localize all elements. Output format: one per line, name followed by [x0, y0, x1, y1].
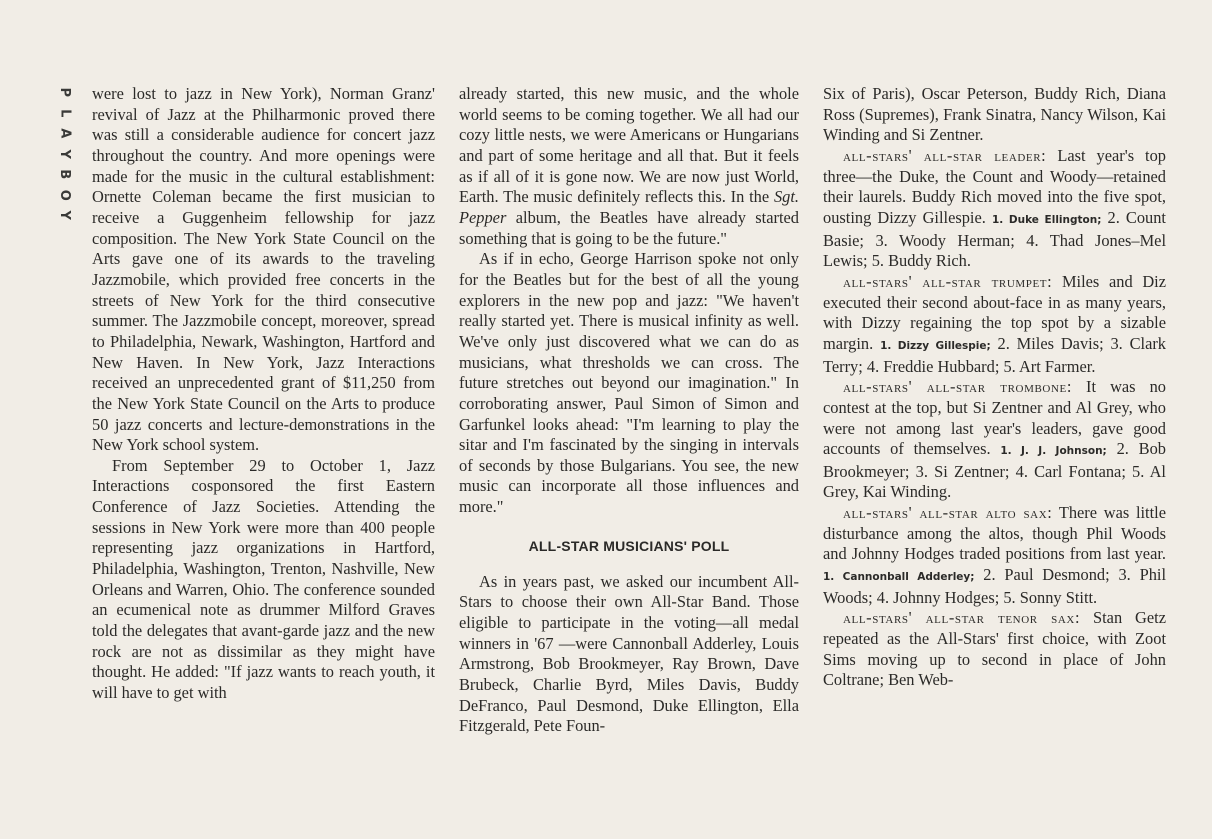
masthead-letter: A — [57, 128, 73, 139]
article-column-2 — [459, 84, 799, 737]
article-column-3 — [823, 84, 1166, 691]
text-run: Miles and Diz executed their second about-face in as many years, with Dizzy regaining the top spot by a sizable margin. — [823, 271, 1166, 353]
text-run: Stan Getz repeated as the All-Stars' first choice, with Zoot Sims moving up to second in place of John Coltrane; Ben Web- — [823, 608, 1166, 690]
article-column-1 — [92, 84, 435, 704]
paragraph: As in years past, we asked our incumbent All-Stars to choose their own All-Star Band. Those eligible to participate in the voting—all medal winners in '67 —were Cannonball Adderley, Louis Armstrong, Bob Brookmeyer, Ray Brown, Dave Brubeck, Charlie Byrd, Miles Davis, Buddy DeFranco, Paul Desmond, Duke Ellington, Ella Fitzgerald, Pete Foun- — [459, 571, 799, 736]
winner-name: 1. J. J. Johnson; — [1000, 445, 1107, 458]
category-label: all-stars' all-star leader: — [843, 145, 1047, 165]
text-run: 2. Miles Davis; 3. Clark Terry; 4. Freddie Hubbard; 5. Art Farmer. — [823, 333, 1166, 376]
trumpet-paragraph — [823, 272, 1166, 377]
alto-sax-paragraph — [823, 503, 1166, 608]
category-label: all-stars' all-star trumpet: — [843, 271, 1053, 291]
text-run: already started, this new music, and the whole world seems to be coming together. We all had our cozy little nests, we were Americans or Hungarians and part of some heritage and all that. But it feels as if all of it is gone now. We are now just World, Earth. The music definitely reflects this. In the — [459, 84, 799, 207]
text-run: 2. Count Basie; 3. Woody Herman; 4. Thad Jones–Mel Lewis; 5. Buddy Rich. — [823, 207, 1166, 271]
album-title: Sgt. Pepper — [459, 187, 799, 227]
text-run: 2. Bob Brookmeyer; 3. Si Zentner; 4. Carl Fontana; 5. Al Grey, Kai Winding. — [823, 439, 1167, 502]
winner-name: 1. Cannonball Adderley; — [823, 571, 975, 584]
paragraph — [459, 84, 799, 249]
text-run: album, the Beatles have already started something that is going to be the future." — [459, 207, 799, 248]
masthead-letter: Y — [57, 210, 73, 220]
masthead-letter: B — [57, 169, 73, 180]
leader-paragraph — [823, 146, 1166, 272]
text-run: There was little disturbance among the altos, though Phil Woods and Johnny Hodges traded positions from last year. — [823, 503, 1166, 564]
playboy-masthead — [52, 82, 73, 226]
paragraph: Six of Paris), Oscar Peterson, Buddy Rich, Diana Ross (Supremes), Frank Sinatra, Nancy Wilson, Kai Winding and Si Zentner. — [823, 84, 1166, 145]
category-label: all-stars' all-star alto sax: — [843, 503, 1053, 523]
tenor-sax-paragraph — [823, 608, 1166, 691]
paragraph: From September 29 to October 1, Jazz Interactions cosponsored the first Eastern Conference of Jazz Societies. Attending the sessions in New York were more than 400 people representing jazz organizations in Hartford, Philadelphia, Washington, Trenton, Nashville, New Orleans and Warren, Ohio. The conference sounded an ecumenical note as drummer Milford Graves told the delegates that avant-garde jazz and the new rock are not as dissimilar as they might have thought. He added: "If jazz wants to reach youth, it will have to get with — [92, 455, 435, 703]
text-run: Last year's top three—the Duke, the Count and Woody—retained their laurels. Buddy Rich moved into the five spot, ousting Dizzy Gillespie. — [823, 145, 1166, 227]
masthead-letter: L — [57, 108, 73, 117]
category-label: all-stars' all-star trombone: — [843, 377, 1072, 397]
text-run: It was no contest at the top, but Si Zentner and Al Grey, who were not among last year's leaders, gave good accounts of themselves. — [823, 377, 1166, 459]
section-heading: ALL-STAR MUSICIANS' POLL — [528, 537, 730, 554]
winner-name: 1. Dizzy Gillespie; — [880, 339, 991, 352]
winner-name: 1. Duke Ellington; — [991, 213, 1102, 226]
masthead-letter: P — [57, 87, 73, 98]
text-run: 2. Paul Desmond; 3. Phil Woods; 4. Johnny Hodges; 5. Sonny Stitt. — [823, 565, 1166, 607]
masthead-letter: Y — [57, 149, 73, 159]
paragraph: were lost to jazz in New York), Norman Granz' revival of Jazz at the Philharmonic proved there was still a considerable audience for concert jazz throughout the country. And more openings were made for the music in the cultural establishment: Ornette Coleman became the first musician to receive a Guggenheim fellowship for jazz composition. The New York State Council on the Arts gave one of its awards to the traveling Jazzmobile, which provided free concerts in the streets of New York for the third consecutive summer. The Jazzmobile concept, moreover, spread to Philadelphia, Newark, Washington, Hartford and New Haven. In New York, Jazz Interactions received an unprecedented grant of $11,250 from the New York State Council on the Arts to produce 50 jazz concerts and lecture-demonstrations in the New York school system. — [92, 84, 435, 455]
trombone-paragraph — [823, 377, 1166, 503]
category-label: all-stars' all-star tenor sax: — [843, 608, 1081, 628]
paragraph: As if in echo, George Harrison spoke not only for the Beatles but for the best of all the young explorers in the new pop and jazz: "We haven't really started yet. There is musical infinity as well. We've only just discovered what we can do as musicians, what thresholds we can cross. The future stretches out beyond our imagination." In corroborating answer, Paul Simon of Simon and Garfunkel looks ahead: "I'm learning to play the sitar and I'm fascinated by the singing in intervals of seconds by those Bulgarians. You see, the new music can incorporate all those influences and more." — [459, 249, 799, 517]
masthead-letter: O — [57, 189, 73, 201]
